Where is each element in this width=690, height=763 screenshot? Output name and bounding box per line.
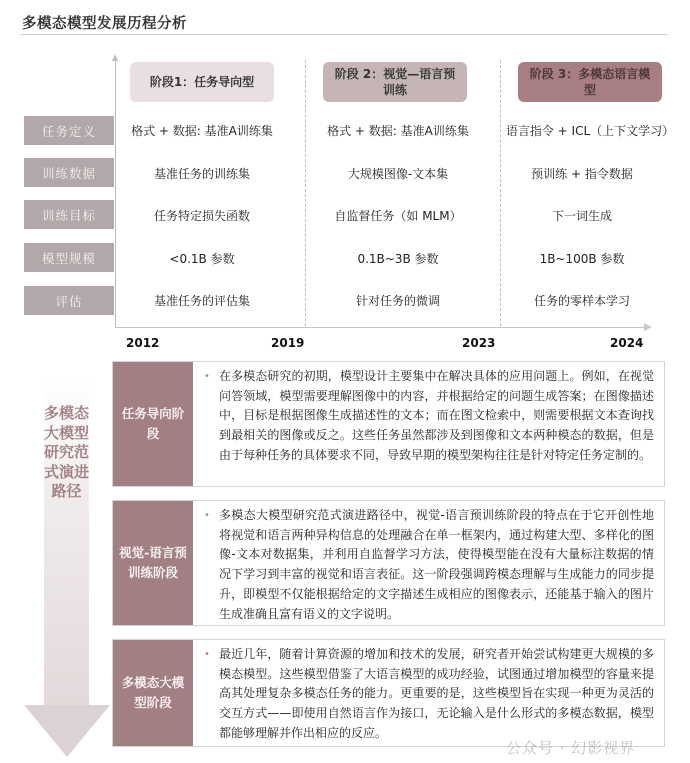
row-label-training-objective: 训练目标 bbox=[24, 200, 114, 229]
cell: 预训练 + 指令数据 bbox=[531, 167, 633, 181]
stage-header-3: 阶段 3：多模态语言模型 bbox=[518, 62, 662, 102]
year-label: 2024 bbox=[610, 336, 644, 350]
card-body bbox=[193, 501, 664, 625]
cell: 下一词生成 bbox=[551, 209, 612, 223]
card-label: 任务导向阶段 bbox=[113, 362, 193, 486]
stage-header-1: 阶段1：任务导向型 bbox=[130, 62, 274, 102]
cell: 1B~100B 参数 bbox=[539, 252, 625, 266]
cell: 格式 + 数据: 基准A训练集 bbox=[327, 124, 469, 138]
cell: 0.1B~3B 参数 bbox=[357, 252, 439, 266]
cell: 大规模图像-文本集 bbox=[347, 167, 449, 181]
cell: 语言指令 + ICL（上下文学习） bbox=[505, 124, 675, 138]
title-divider bbox=[20, 34, 668, 35]
year-label: 2023 bbox=[462, 336, 496, 350]
card-label: 视觉-语言预训练阶段 bbox=[113, 501, 193, 625]
row-label-model-scale: 模型规模 bbox=[24, 243, 114, 272]
bullet-icon: • bbox=[204, 649, 210, 660]
card-body bbox=[193, 362, 664, 486]
cell: 针对任务的微调 bbox=[355, 294, 440, 308]
cell: 任务特定损失函数 bbox=[153, 209, 250, 223]
stage-card-vision-language-pretraining bbox=[112, 500, 665, 626]
x-axis-arrow-icon bbox=[644, 323, 652, 331]
year-label: 2019 bbox=[271, 336, 305, 350]
cell: 基准任务的训练集 bbox=[153, 167, 250, 181]
cell: 格式 + 数据: 基准A训练集 bbox=[131, 124, 273, 138]
cell: <0.1B 参数 bbox=[169, 252, 235, 266]
card-text: 最近几年，随着计算资源的增加和技术的发展，研究者开始尝试构建更大规模的多模态模型。这些模型借鉴了大语言模型的成功经验，试图通过增加模型的容量来提高其处理复杂多模态任务的能力。更重要的是，这些模型旨在实现一种更为灵活的交互方式——即使用自然语言作为接口，无论输入是什么形式的多模态数据，模型都能够理解并作出相应的反应。 bbox=[219, 647, 654, 740]
stage-card-task-oriented bbox=[112, 361, 665, 487]
bullet-icon: • bbox=[204, 371, 210, 382]
card-label: 多模态大模型阶段 bbox=[113, 640, 193, 746]
stage-divider bbox=[500, 60, 501, 326]
row-label-task-definition: 任务定义 bbox=[24, 116, 114, 145]
y-axis-line bbox=[115, 60, 116, 328]
cell: 基准任务的评估集 bbox=[153, 294, 250, 308]
row-label-evaluation: 评估 bbox=[24, 286, 114, 315]
evolution-down-arrow bbox=[24, 380, 110, 763]
page-title: 多模态模型发展历程分析 bbox=[22, 16, 187, 32]
evolution-path-label: 多模态大模型研究范式演进路径 bbox=[44, 404, 90, 500]
watermark: 公众号 · 幻影视界 bbox=[506, 739, 636, 757]
cell: 自监督任务（如 MLM） bbox=[334, 209, 462, 223]
stage-divider bbox=[305, 60, 306, 326]
year-label: 2012 bbox=[126, 336, 160, 350]
bullet-icon: • bbox=[204, 510, 210, 521]
card-body bbox=[193, 640, 664, 746]
card-text: 多模态大模型研究范式演进路径中，视觉-语言预训练阶段的特点在于它开创性地将视觉和语言两种异构信息的处理融合在单一框架内，通过构建大型、多样化的图像-文本对数据集，并利用自监督学习方法，使得模型能在没有大量标注数据的情况下学习到丰富的视觉和语言表征。这一阶段强调跨模态理解与生成能力的同步提升，即模型不仅能根据给定的文字描述生成相应的图像表示，还能基于输入的图片生成准确且富有语义的文字说明。 bbox=[219, 508, 654, 621]
stage-header-2: 阶段 2：视觉—语言预训练 bbox=[323, 62, 467, 102]
row-label-training-data: 训练数据 bbox=[24, 158, 114, 187]
x-axis-line bbox=[115, 327, 645, 328]
cell: 任务的零样本学习 bbox=[533, 294, 630, 308]
arrow-down-icon bbox=[24, 705, 110, 757]
card-text: 在多模态研究的初期，模型设计主要集中在解决具体的应用问题上。例如，在视觉问答领域，模型需要理解图像中的内容，并根据给定的问题生成答案；在图像描述中，目标是根据图像生成描述性的文本；而在图文检索中，则需要根据文本查询找到最相关的图像或反之。这些任务虽然都涉及到图像和文本两种模态的数据，但是由于每种任务的具体要求不同，导致早期的模型架构往往是针对特定任务定制的。 bbox=[219, 369, 654, 462]
y-axis-arrow-icon bbox=[112, 54, 118, 61]
stage-card-multimodal-llm bbox=[112, 639, 665, 747]
